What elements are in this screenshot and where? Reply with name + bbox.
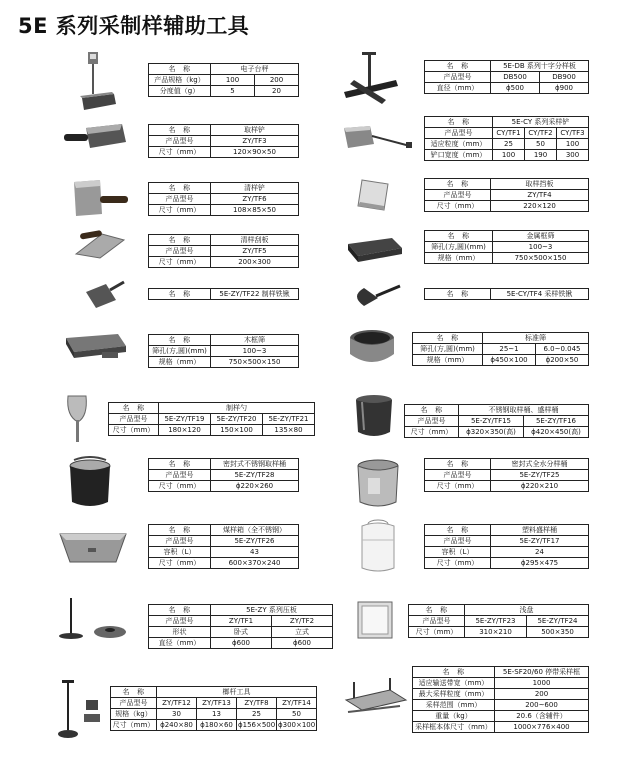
spec-table-sampling-spade: 名 称 5E-CY/TF4 采样铁锹 [424, 288, 589, 300]
shallow-tray-picture [356, 600, 394, 640]
spec-table-metal-sieve: 名 称 金属框筛 筛孔(方,圆)(mm) 100~3 规格（mm） 750×500×150 [424, 230, 589, 264]
spec-table-sampling-shovel: 名 称 取样铲 产品型号 ZY/TF3 尺寸（mm） 120×90×50 [148, 124, 299, 158]
sealed-bucket-picture [66, 456, 114, 510]
sampling-shovel-picture [62, 122, 128, 152]
spec-table-prep-spade: 名 称 5E-ZY/TF22 制样铁锹 [148, 288, 299, 300]
plastic-bucket-picture [358, 516, 398, 574]
coal-sample-box-picture [58, 530, 128, 566]
sampling-spade-picture [342, 282, 402, 310]
spec-table-cy-sampling-shovel: 名 称 5E-CY 系列采样铲 产品型号 CY/TF1 CY/TF2 CY/TF3 适应粒度（mm） 25 50 100 铲口宽度（mm） 100 190 300 [424, 116, 589, 161]
sample-scoop-picture [62, 392, 94, 444]
cross-divider-picture [340, 52, 400, 114]
spec-table-stainless-bucket: 名 称 不锈钢取样桶、盛样桶 产品型号 5E-ZY/TF15 5E-ZY/TF16 尺寸（mm） ϕ320×350(高) ϕ420×450(高) [404, 404, 589, 438]
spec-table-sealed-bucket: 名 称 密封式不锈钢取样桶 产品型号 5E-ZY/TF28 尺寸（mm） ϕ220×260 [148, 458, 299, 492]
spec-table-electronic-scale: 名 称 电子台秤 产品规格（kg） 100 200 分度值（g） 5 20 [148, 63, 299, 97]
belt-sampling-frame-picture [340, 676, 410, 726]
cy-sampling-shovel-picture [340, 120, 415, 154]
spec-table-standard-sieve: 名 称 标准筛 筛孔(方,圆)(mm) 25~1 6.0~0.045 规格（mm） ϕ450×100 ϕ200×50 [412, 332, 589, 366]
metal-sieve-picture [344, 234, 404, 264]
spec-table-press-plate: 名 称 5E-ZY 系列压板 产品型号 ZY/TF1 ZY/TF2 形状 卧式 立式 直径（mm） ϕ600 ϕ600 [148, 604, 333, 649]
press-plate-picture [58, 596, 130, 646]
baffle-plate-picture [356, 176, 392, 212]
electronic-scale-picture [78, 50, 118, 116]
spec-table-shallow-tray: 名 称 浅盘 产品型号 5E-ZY/TF23 5E-ZY/TF24 尺寸（mm） 310×210 500×350 [408, 604, 589, 638]
spec-table-wooden-sieve: 名 称 木框筛 筛孔(方,圆)(mm) 100~3 规格（mm） 750×500×150 [148, 334, 299, 368]
page-title: 5E 系列采制样辅助工具 [18, 14, 250, 38]
moisture-bucket-picture [354, 456, 402, 510]
standard-sieve-picture [346, 324, 398, 370]
spec-table-moisture-bucket: 名 称 密封式全水分样桶 产品型号 5E-ZY/TF25 尺寸（mm） ϕ220×210 [424, 458, 589, 492]
spec-table-scraper: 名 称 清样刮板 产品型号 ZY/TF5 尺寸（mm） 200×300 [148, 234, 299, 268]
spec-table-sample-scoop: 名 称 制样勺 产品型号 5E-ZY/TF19 5E-ZY/TF20 5E-ZY/TF21 尺寸（mm） 180×120 150×100 135×80 [108, 402, 315, 436]
scraper-picture [72, 230, 128, 260]
spec-table-belt-sampling-frame: 名 称 5E-SF20/60 停带采样框 适应输送带宽（mm） 1000 最大采样粒度（mm） 200 采样范围（mm） 200~600 重量（kg） 20.6（含辅件） 采样框本体尺寸（mm） 1000×776×400 [412, 666, 589, 733]
spec-table-coal-sample-box: 名 称 煤样箱（全不锈钢） 产品型号 5E-ZY/TF26 容积（L） 43 尺寸（mm） 600×370×240 [148, 524, 299, 569]
spec-table-plastic-bucket: 名 称 塑料盛样桶 产品型号 5E-ZY/TF17 容积（L） 24 尺寸（mm） ϕ295×475 [424, 524, 589, 569]
prep-spade-picture [82, 278, 126, 310]
clearing-shovel-picture [70, 178, 130, 220]
spec-table-clearing-shovel: 名 称 清样铲 产品型号 ZY/TF6 尺寸（mm） 108×85×50 [148, 182, 299, 216]
rammer-tool-picture [56, 678, 106, 742]
spec-table-baffle-plate: 名 称 取样挡板 产品型号 ZY/TF4 尺寸（mm） 220×120 [424, 178, 589, 212]
stainless-bucket-picture [352, 392, 396, 440]
wooden-sieve-picture [62, 330, 128, 360]
spec-table-cross-divider: 名 称 5E-DB 系列十字分样板 产品型号 DB500 DB900 直径（mm） ϕ500 ϕ900 [424, 60, 589, 94]
spec-table-rammer-tool: 名 称 榔杆工具 产品型号 ZY/TF12 ZY/TF13 ZY/TF8 ZY/TF14 规格（kg） 30 13 25 50 尺寸（mm） ϕ240×80 ϕ180×60 ϕ156×500 ϕ300×100 [110, 686, 317, 731]
